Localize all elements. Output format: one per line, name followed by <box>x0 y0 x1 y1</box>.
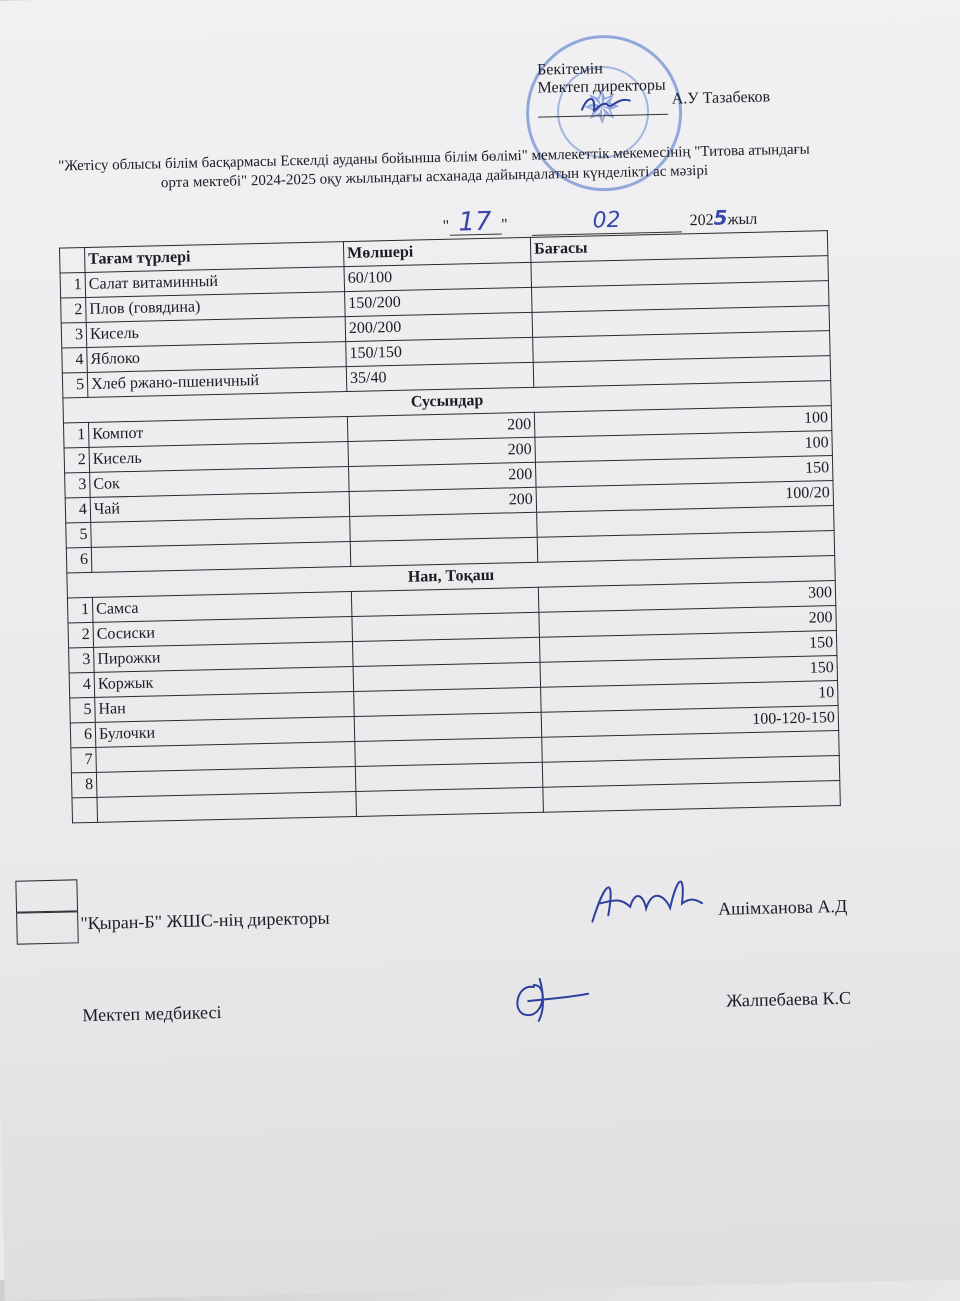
dish-price: 100-120-150 <box>541 706 838 738</box>
dish-name: Пирожки <box>94 642 354 673</box>
company-director-role: "Қыран-Б" ЖШС-нің директоры <box>80 907 330 934</box>
dish-name: Булочки <box>95 716 355 747</box>
dish-name: Чай <box>90 492 350 523</box>
row-number: 3 <box>69 647 95 673</box>
dish-name: Кисель <box>89 442 349 473</box>
section-drinks-title: Сусындар <box>63 381 831 423</box>
dish-quantity: 35/40 <box>346 362 534 391</box>
dish-name: Нан <box>95 691 355 722</box>
date-suffix: жыл <box>727 210 758 229</box>
date-year-digit: 5 <box>713 205 728 230</box>
row-number: 4 <box>69 672 95 698</box>
dish-quantity: 200/200 <box>345 312 533 341</box>
approval-signature-name: А.У Тазабеков <box>671 88 771 108</box>
bread-items <box>67 581 839 798</box>
dish-price: 100 <box>534 406 831 438</box>
dish-price: 100/20 <box>536 481 833 513</box>
header-price: Бағасы <box>530 231 827 263</box>
dish-price: 10 <box>541 681 838 713</box>
dish-quantity: 60/100 <box>344 262 532 291</box>
director-signature <box>578 90 639 117</box>
dish-name: Салат витаминный <box>85 267 345 298</box>
dish-price: 300 <box>538 581 835 613</box>
side-box-2 <box>16 911 79 944</box>
emblem-icon: ✵ <box>582 81 622 134</box>
dish-name: Кисель <box>86 317 346 348</box>
dish-quantity: 200 <box>347 412 535 441</box>
header-dish: Тағам түрлері <box>84 242 344 273</box>
row-number: 5 <box>66 522 92 548</box>
side-box-1 <box>15 879 78 912</box>
dish-price: 200 <box>539 606 836 638</box>
row-number: 4 <box>62 347 88 373</box>
dish-quantity: 200 <box>349 487 537 516</box>
dish-quantity: 200 <box>348 437 536 466</box>
row-number: 3 <box>65 472 91 498</box>
menu-heading: "Жетісу облысы білім басқармасы Ескелді ауданы бойынша білім бөлімі" мемлекеттік мекемесінің "Титова атындағы орта мектебі" 2024-2025 оқу жылындағы асханада дайындалатын күнделікті ас мәзірі <box>58 141 810 192</box>
dish-price: 150 <box>540 656 837 688</box>
header-quantity: Мөлшері <box>343 237 531 266</box>
approval-line-2: Мектеп директоры <box>537 76 666 97</box>
dish-name: Сосиски <box>93 617 353 648</box>
row-number: 5 <box>70 697 96 723</box>
row-number: 4 <box>65 497 91 523</box>
drink-items <box>63 406 834 573</box>
dish-name: Плов (говядина) <box>86 292 346 323</box>
section-bread-title: Нан, Тоқаш <box>67 556 835 598</box>
row-number: 2 <box>68 622 94 648</box>
row-number: 6 <box>66 547 92 573</box>
dish-quantity: 150/200 <box>345 287 533 316</box>
row-number: 6 <box>70 722 96 748</box>
row-number: 3 <box>61 322 87 348</box>
approval-line-1: Бекітемін <box>536 60 603 79</box>
menu-table <box>59 230 841 823</box>
row-number: 2 <box>64 447 90 473</box>
school-nurse-name: Жалпебаева К.С <box>726 987 852 1011</box>
row-number: 8 <box>71 772 97 798</box>
date-day: 17 <box>449 210 502 236</box>
dish-price: 150 <box>535 456 832 488</box>
dish-price: 100 <box>535 431 832 463</box>
row-number: 2 <box>61 297 87 323</box>
company-director-name: Ашімханова А.Д <box>717 895 848 919</box>
company-director-signature <box>585 867 706 930</box>
school-nurse-role: Мектеп медбикесі <box>82 1002 222 1026</box>
row-number: 5 <box>62 372 88 398</box>
dish-name: Хлеб ржано-пшеничный <box>87 367 347 398</box>
dish-price: 150 <box>539 631 836 663</box>
dish-name: Компот <box>88 417 348 448</box>
dish-quantity: 200 <box>349 462 537 491</box>
date-year-prefix: 202 <box>689 211 714 230</box>
row-number: 1 <box>60 272 86 298</box>
dish-name: Яблоко <box>87 342 347 373</box>
dish-name: Самса <box>92 592 352 623</box>
date-line: " 17 " 02 2025жыл <box>442 205 758 238</box>
row-number: 1 <box>67 597 93 623</box>
dish-quantity: 150/150 <box>346 337 534 366</box>
row-number: 7 <box>71 747 97 773</box>
date-month: 02 <box>531 207 682 235</box>
dish-name: Коржык <box>94 667 354 698</box>
dish-name: Сок <box>90 467 350 498</box>
row-number: 1 <box>63 422 89 448</box>
school-nurse-signature <box>503 964 594 1026</box>
main-items <box>60 256 831 398</box>
